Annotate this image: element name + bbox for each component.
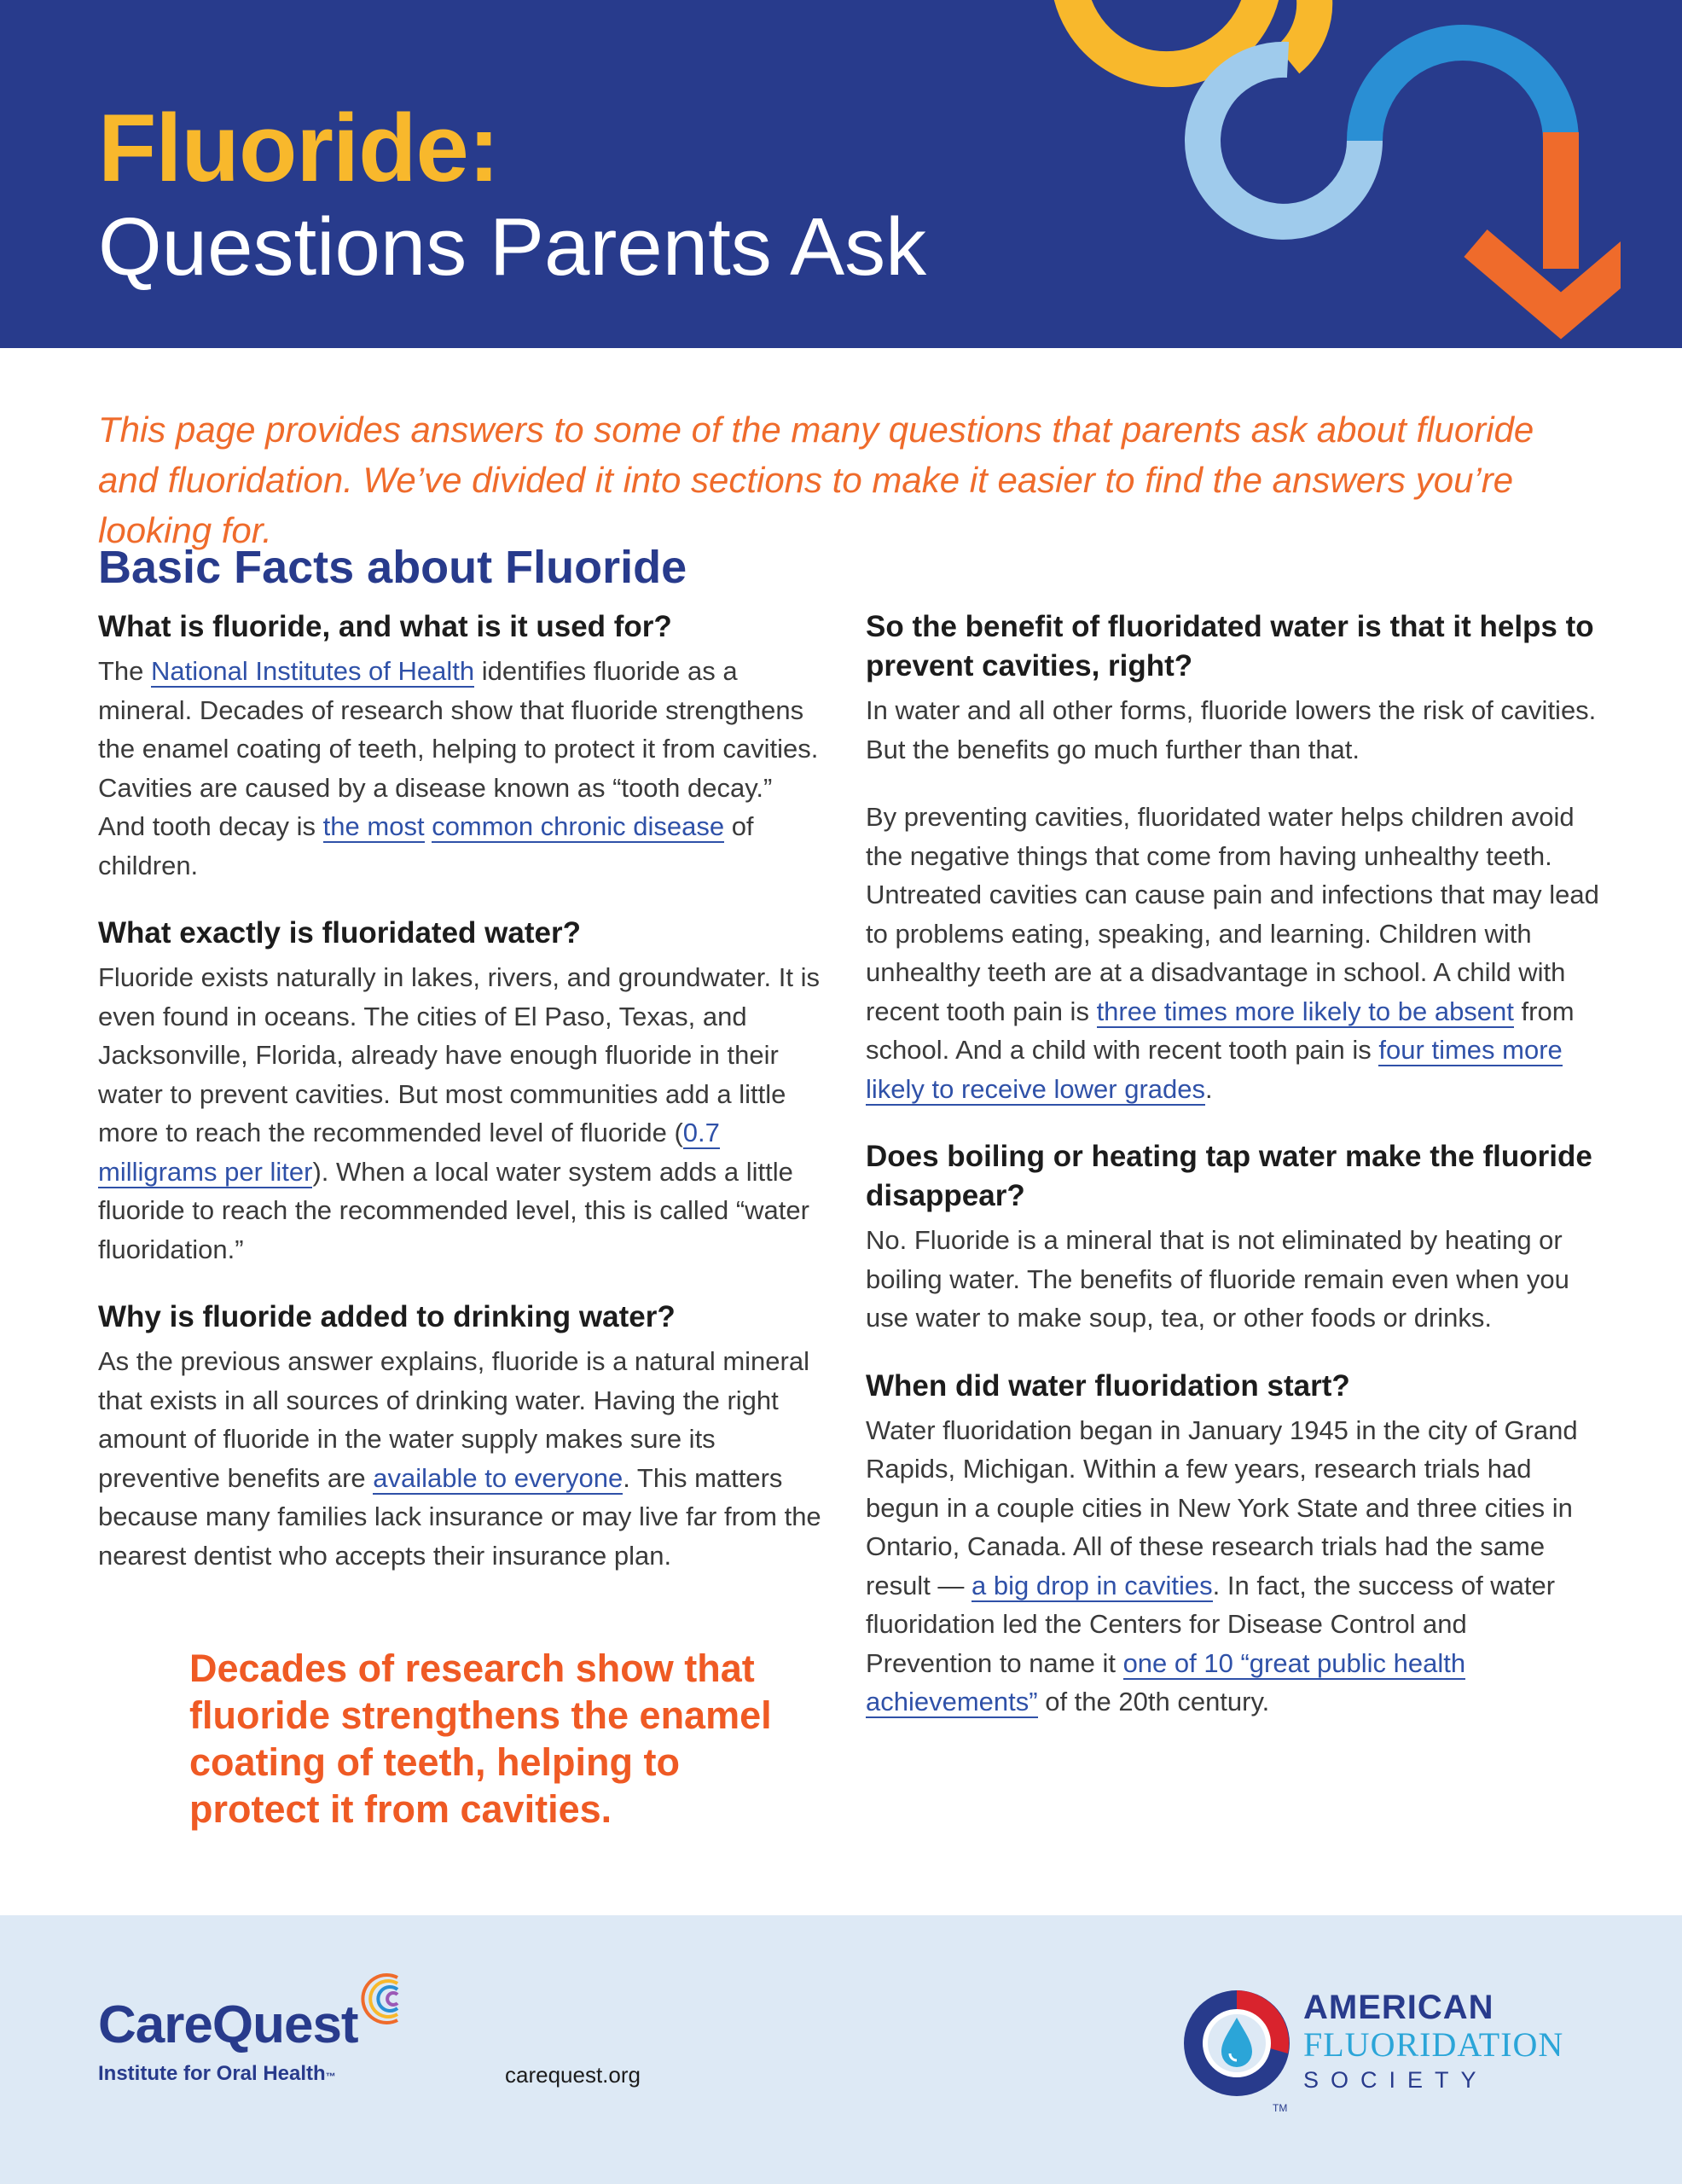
faq-item <box>866 607 1599 769</box>
faq-left-column <box>98 607 823 1604</box>
faq-answer <box>98 958 823 1269</box>
answer-text: of children. <box>98 811 754 880</box>
answer-text: Water fluoridation began in January 1945 in the city of Grand Rapids, Michigan. Within a few years, research trials had begun in a couple cities in New York State and three cities in Ontario, Canada. All of these research trials had the same result — <box>866 1414 1578 1600</box>
faq-item <box>98 914 823 1269</box>
inline-link[interactable]: common chronic disease <box>432 811 725 841</box>
faq-item <box>866 1367 1599 1722</box>
faq-question: What is fluoride, and what is it used for? <box>98 610 672 643</box>
answer-text: . <box>1205 1073 1213 1104</box>
answer-text: By preventing cavities, fluoridated water helps children avoid the negative things that come from having unhealthy teeth. Untreated cavities can cause pain and infections that may lead to problems eating, speaking, and learning. Children with unhealthy teeth are at a disadvantage in school. A child with recent tooth pain is <box>866 802 1599 1026</box>
faq-question: When did water fluoridation start? <box>866 1368 1350 1403</box>
faq-answer <box>866 691 1599 769</box>
faq-item <box>98 1298 823 1575</box>
faq-answer <box>98 652 823 885</box>
faq-item <box>866 1137 1599 1338</box>
afs-name-line3: SOCIETY <box>1303 2067 1488 2093</box>
answer-text: The <box>98 656 152 686</box>
faq-question: So the benefit of fluoridated water is that it helps to prevent cavities, right? <box>866 610 1594 682</box>
carequest-subtitle <box>98 2062 336 2086</box>
answer-text: . This matters because many families lack insurance or may live far from the nearest dentist who accepts their insurance plan. <box>98 1462 821 1571</box>
answer-text: of the 20th century. <box>1037 1687 1270 1716</box>
answer-text: As the previous answer explains, fluoride is a natural mineral that exists in all sources of drinking water. Having the right amount of fluoride in the water supply makes sure its preventive benefits are <box>98 1346 809 1493</box>
answer-text: from school. And a child with recent tooth pain is <box>866 996 1575 1065</box>
inline-link[interactable]: three times more likely to be absent <box>1096 996 1514 1026</box>
faq-item <box>866 798 1599 1108</box>
answer-text: No. Fluoride is a mineral that is not eliminated by heating or boiling water. The benefits of fluoride remain even when you use water to make soup, tea, or other foods or drinks. <box>866 1225 1569 1333</box>
faq-question: Why is fluoride added to drinking water? <box>98 1300 676 1333</box>
intro-text: This page provides answers to some of the many questions that parents ask about fluoride and fluoridation. We’ve divided it into sections to make it easier to find the answers you’re looking for. <box>98 410 1534 550</box>
carequest-arc-icon <box>357 1971 408 2030</box>
faq-item <box>98 607 823 885</box>
answer-text: ). When a local water system adds a little fluoride to reach the recommended level, this is called “water fluoridation.” <box>98 1156 809 1264</box>
decorative-swirl-arrow-icon <box>1024 0 1621 348</box>
inline-link[interactable]: 0.7 milligrams per liter <box>98 1118 720 1187</box>
answer-text <box>425 811 432 841</box>
answer-text: In water and all other forms, fluoride lowers the risk of cavities. But the benefits go much further than that. <box>866 695 1597 764</box>
inline-link[interactable]: National Institutes of Health <box>151 656 475 686</box>
afs-name-line2: FLUORIDATION <box>1303 2025 1564 2064</box>
faq-answer <box>866 1411 1599 1722</box>
faq-right-column <box>866 607 1599 1751</box>
inline-link[interactable]: available to everyone <box>373 1462 624 1493</box>
answer-text: Fluoride exists naturally in lakes, rivers, and groundwater. It is even found in oceans. The cities of El Paso, Texas, and Jacksonville, Florida, already have enough fluoride in their water to prevent cavities. But most communities add a little more to reach the recommended level of fluoride ( <box>98 962 820 1147</box>
afs-droplet-logo-icon <box>1179 1985 1294 2105</box>
faq-answer <box>866 798 1599 1108</box>
page-title: Fluoride: <box>98 95 500 201</box>
header-banner <box>0 0 1682 348</box>
carequest-subtitle-text: Institute for Oral Health <box>98 2062 326 2085</box>
footer <box>0 1915 1682 2184</box>
inline-link[interactable]: four times more likely to receive lower grades <box>866 1035 1563 1104</box>
pull-quote: Decades of research show that fluoride strengthens the enamel coating of teeth, helping to protect it from cavities. <box>189 1647 772 1831</box>
inline-link[interactable]: a big drop in cavities <box>972 1570 1213 1600</box>
carequest-url[interactable]: carequest.org <box>505 2062 641 2088</box>
carequest-tm: ™ <box>325 2071 336 2082</box>
faq-answer <box>98 1342 823 1575</box>
inline-link[interactable]: the most <box>322 811 425 841</box>
afs-tm: TM <box>1273 2102 1288 2114</box>
carequest-logo-text: CareQuest <box>98 1995 358 2054</box>
faq-answer <box>866 1221 1599 1338</box>
page-subtitle: Questions Parents Ask <box>98 201 927 293</box>
section-heading: Basic Facts about Fluoride <box>98 542 687 593</box>
faq-question: Does boiling or heating tap water make the fluoride disappear? <box>866 1140 1592 1212</box>
inline-link[interactable]: one of 10 “great public health achievements” <box>866 1647 1466 1716</box>
afs-name-line1: AMERICAN <box>1303 1989 1494 2026</box>
answer-text: . In fact, the success of water fluoridation led the Centers for Disease Control and Prevention to name it <box>866 1570 1556 1678</box>
faq-question: What exactly is fluoridated water? <box>98 916 581 950</box>
answer-text: identifies fluoride as a mineral. Decades of research show that fluoride strengthens the enamel coating of teeth, helping to protect it from cavities. Cavities are caused by a disease known as “tooth decay.” And tooth decay is <box>98 656 819 841</box>
